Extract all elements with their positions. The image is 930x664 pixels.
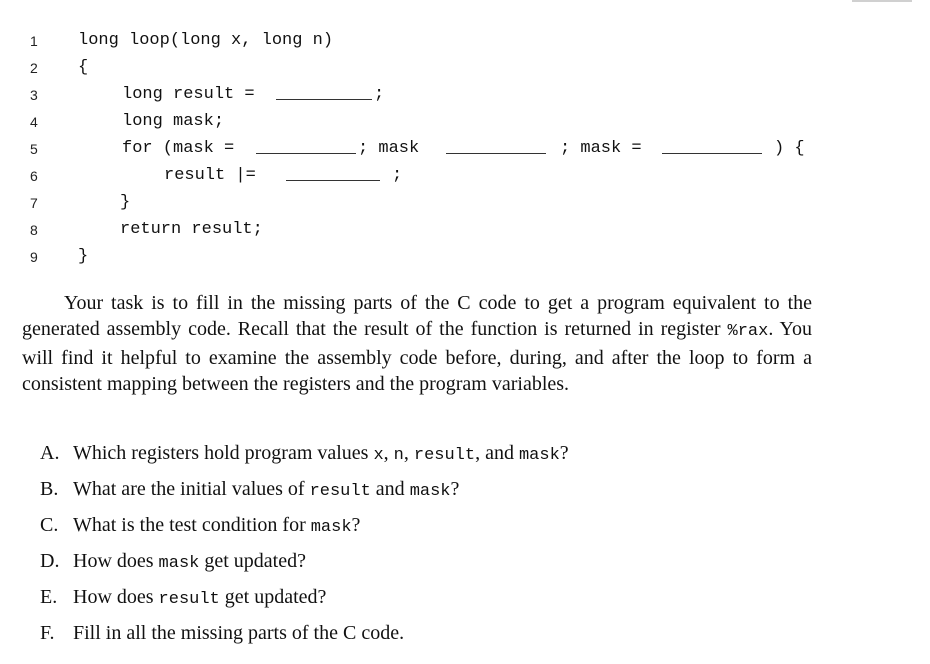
question-text: , [403,442,414,464]
register-name: %rax [727,322,769,341]
paragraph-text [22,290,812,397]
line-number: 2 [30,60,38,76]
line-number: 1 [30,33,38,49]
code-text: return result; [120,220,263,239]
question-text: Fill in all the missing parts of the C code. [73,622,405,644]
code-text: ; mask = [560,139,652,158]
paragraph-text-part: Your task is to fill in the missing parts of the C code to get a program equivalent to the generated assembly code. Recall that the result of the function is returned in register [22,292,812,340]
blank-line [256,153,356,154]
question-text: How does [73,586,159,608]
question-text: get updated? [219,586,327,608]
code-text: ; [392,166,403,185]
blank-line [446,153,546,154]
question-text: ? [559,442,569,464]
question-text: ? [351,514,361,536]
code-text: { [78,58,89,77]
code-term: result [413,446,476,465]
code-text: } [78,247,89,266]
blank-line [662,153,762,154]
question-text: , [383,442,394,464]
code-text: ) { [774,139,805,158]
code-text: ; [374,85,385,104]
question-text: get updated? [199,550,306,572]
question-text: What are the initial values of [73,478,310,500]
question-item [40,438,840,474]
code-term: x [373,446,384,465]
code-line [0,217,900,243]
code-text: for (mask = [122,139,245,158]
question-text: ? [450,478,460,500]
line-number: 9 [30,249,38,265]
code-line [0,28,900,54]
line-number: 7 [30,195,38,211]
code-listing [0,0,930,270]
question-item [40,474,840,510]
question-item [40,546,840,582]
blank-line [286,180,380,181]
blank-line [276,99,372,100]
code-term: n [393,446,404,465]
code-text: long loop(long x, long n) [78,31,334,50]
code-line [0,244,900,270]
code-line [0,136,900,162]
question-text: and [370,478,410,500]
code-text: long result = [122,85,265,104]
line-number: 8 [30,222,38,238]
question-text: How does [73,550,159,572]
question-item [40,582,840,618]
code-text: ; mask [358,139,430,158]
question-item [40,618,840,654]
question-letter: F. [40,622,55,644]
question-text: What is the test condition for [73,514,311,536]
question-item [40,510,840,546]
code-term: result [309,482,371,501]
code-text: } [120,193,131,212]
code-line [0,55,900,81]
line-number: 5 [30,141,38,157]
question-letter: A. [40,442,60,464]
question-list [40,438,840,654]
question-text: , and [475,442,519,464]
code-line [0,82,900,108]
paragraph-text-part: . You will find it helpful to examine the assembly code before, during, and after the loop to form a consistent mapping between the registers and the program variables. [22,318,812,395]
code-term: mask [518,446,560,465]
line-number: 6 [30,168,38,184]
code-line [0,190,900,216]
question-letter: C. [40,514,59,536]
code-term: mask [158,554,200,573]
instructions-paragraph [22,290,812,397]
code-term: mask [409,482,451,501]
code-term: mask [310,518,352,537]
code-term: result [158,590,220,609]
question-text: Which registers hold program values [73,442,374,464]
question-letter: E. [40,586,58,608]
code-line [0,163,900,189]
question-letter: B. [40,478,59,500]
code-text: long mask; [122,112,225,131]
code-line [0,109,900,135]
question-letter: D. [40,550,60,572]
line-number: 3 [30,87,38,103]
line-number: 4 [30,114,38,130]
code-text: result |= [164,166,267,185]
